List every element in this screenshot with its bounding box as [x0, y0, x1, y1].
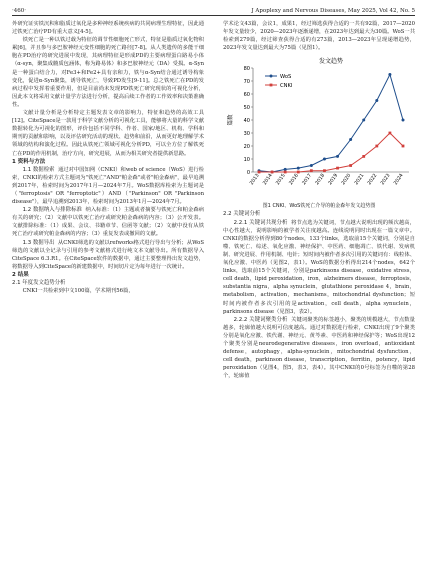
subsection-heading-1-3: 1.3 数据导出: [22, 239, 55, 246]
data-point-wos: [402, 119, 405, 122]
data-point-cnki: [284, 171, 287, 174]
intro-paragraph-3: 文献计量分析是分析特定主题发表文章的影响力，特征和趋势的高效工具[12]。CiteSpace是一款用于科学文献分析的可视化工具，能够将大量的科学文献数据转化为可视化的图形，评价包括不同学科、作者、国家/地区、机构、学科和期刊的贡献和影响，以及评估研究活动的现状、趋势和前沿，从而更好地理解学术领域的结构和演化过程。因此从铁死亡领域可视化分析PD，可以全方位了解铁死亡在PD的作用机制，治疗方向，研究进展，从而为相关研究者提供新思路。: [12, 110, 204, 157]
header-rule: [12, 15, 415, 16]
y-tick-label: 30: [243, 131, 250, 138]
x-tick-label: 2013: [249, 173, 261, 187]
data-point-wos: [388, 73, 391, 76]
subsection-heading-2-2: 2.2 关键词分析: [223, 211, 261, 218]
data-point-wos: [284, 168, 287, 171]
x-tick-label: 2015: [275, 173, 287, 187]
intro-paragraph-2: 铁死亡是一种以铁过载为特征的调节性细胞死亡形式，特征是脂质过氧化物积累[6]，并且参与多巴胺神经元变性细胞的死亡路径[7-8]。从人类遗传的多能干细胞在PD治疗的研究进展中发现，其病理特征是形成PD的主要病理蛋白路易小体（α-syn，聚集成髓质包涵体，称为路易体）和多巴胺神经元（DA）受损。α-Syn是一种蛋白结合力，对Fe3+和Fe2+具有亲和力，铁与α-Syn结合通过诱导构象变化，促进α-Syn聚集，诱导铁死亡，导致PD发生[9-11]。总之铁死亡在PD的发病过程中发挥着重要作用，但是目前尚未发现PD铁死亡研究现状的可视化分析，因此本文将采用文献计量学方法进行分析，提高后续工作者的工作效率和决策准确性。: [12, 37, 204, 108]
data-point-wos: [323, 158, 326, 161]
y-tick-label: 40: [243, 118, 250, 125]
y-tick-label: 50: [243, 105, 250, 112]
subsection-heading-2-2-1: 2.2.1 关键词共现分析: [233, 219, 288, 226]
right-column: [223, 20, 415, 380]
left-column: [12, 20, 204, 295]
data-point-wos: [297, 167, 300, 170]
data-point-wos: [310, 164, 313, 167]
x-tick-label: 2019: [328, 173, 340, 187]
y-tick-label: 60: [243, 92, 250, 99]
subsection-text-2-1: CNKI一共检索到中文100篇，学术期刊56篇，: [22, 288, 134, 295]
figure-caption: 图1 CNKI、WoS铁死亡介导的帕金森年发文趋势图: [262, 203, 376, 210]
subsection-text-1-3: 从CNKI筛选的文献以refworks格式进行导出与分析；从WoS筛选的文献以全记录与引用的参考文献格式进行纯文本文献导出。所有数据导入CiteSpace 6.3.R1。在CiteSpace软件的数据中，通过主要整理得出发文趋势，将数据导入到CiteSpace的新建数据中，时间切片定为每年进行一次统计。: [12, 239, 204, 270]
x-tick-label: 2022: [367, 173, 379, 187]
subsection-heading-1-1: 1.1 数据检索: [22, 166, 55, 173]
journal-citation: J Apoplexy and Nervous Diseases, May 2025, Vol 42, No. 5: [251, 8, 415, 14]
legend-label-wos: WoS: [280, 74, 292, 81]
data-point-cnki: [362, 155, 365, 158]
chart-title: 发文趋势: [318, 58, 344, 66]
x-tick-label: 2014: [262, 173, 274, 187]
legend-label-cnki: CNKI: [280, 83, 293, 90]
y-axis-label: 篇数: [228, 114, 234, 126]
data-point-wos: [336, 155, 339, 158]
results-paragraph-1: 学术论文43篇，会议1，成果1，经过筛选获得合适的一共有92篇，2017—2020年发文量较少，2020—2023年逐渐递增，在2023年达到最大为30篇。WoS一共检索到279篇，经过筛查获得合适的有273篇，2013—2023年呈现递增趋势，2023年发文量达到最大为75篇（见图1）。: [223, 21, 415, 52]
intro-paragraph-1: 外研究证实铁沉积和脂质过氧化是多种神经系统疾病的共同病理生理特征，因此通过铁死亡治疗PD有重大意义[4-5]。: [12, 21, 204, 36]
subsection-text-2-2-1: 将节点选为关键词，节点越大说明出现的频次越高，中心性越大，说明影响的被学者关注度越高。连线说明同时出现在一篇文章中。CNKI的数据分析得到80个nodes，133个links，选取前15个关键词，分别是自噬、铁死亡、综述、氧化应激、神经保护、中医药、细胞凋亡、铁代谢、发病机制、研究进展、作用机制、电针；短时间内被作者多次引用的关键词有：线粒体、氧化应激、中医药（见图2，表1）。WoS的数据分析得出214个nodes，642个links，选取前15个关键词，分别是parkinsons disease，oxidative stress，cell death，lipid peroxidation，iron，alzheimers disease，ferroptosis，substantia nigra，alpha synuclein，glutathione peroxidase 4，brain，metabolism，activation，mechanisms，mitochondrial dysfunction；短时间内被作者多次引用的是activation，cell death，alpha synuclein，parkinsons disease（见图3，表2）。: [223, 219, 415, 315]
series-line-cnki: [259, 133, 403, 172]
x-tick-label: 2017: [301, 173, 314, 187]
data-point-cnki: [349, 164, 352, 167]
data-point-wos: [375, 99, 378, 102]
series-line-wos: [259, 75, 403, 173]
x-tick-label: 2023: [380, 173, 392, 187]
x-tick-label: 2020: [341, 173, 353, 187]
legend-marker-wos: [270, 75, 273, 78]
y-tick-label: 20: [243, 144, 250, 151]
legend-marker-cnki: [270, 84, 273, 87]
x-tick-label: 2021: [354, 173, 366, 187]
y-tick-label: 70: [243, 79, 250, 86]
data-point-cnki: [310, 170, 313, 173]
running-header: [12, 3, 415, 14]
subsection-text-2-2-2: 关键词聚类的标签越小，聚类的规模越大，节点数量越多，轮廓值越大说明可信度越高。通过对数据进行检索，CNKI出现了9个聚类分别是氧化应激、铁代谢、神经元、黄芩素、中医药和神经保护等；WoS出现12个聚类分别是neurodegenerative diseases，iron overload，antioxidant defense，autophagy，alpha-synuclein，mitochondrial dysfunction，cell death，parkinson disease，transcription，ferritin，potency，lipid peroxidation（见图4，图5，表3，表4）。其中CNKI的0号标签为自噬的第28个，轮廓值: [223, 316, 415, 380]
subsection-heading-2-2-2: 2.2.2 关键词聚类分析: [233, 316, 288, 323]
trend-chart-figure: [223, 54, 415, 202]
subsection-text-1-1: 通过对中国知网（CNKI）和web of science（WoS）进行检索，CNKI的检索方式主题词为"铁死亡"AND"帕金森"或者"帕金森病"，最早追溯到2017年，检索时间为2017年1月—2024年7月。WoS数据库检索为主题词是（"ferroptosis" OR "ferroptotic"）AND（"Parkinson" OR "Parkinson disease"），最早追溯到2013年，检索时间为2013年1月—2024年7月。: [12, 166, 204, 206]
x-tick-label: 2024: [393, 173, 405, 187]
trend-chart: [223, 54, 415, 202]
y-tick-label: 0: [246, 170, 250, 177]
data-point-cnki: [297, 171, 300, 174]
data-point-cnki: [336, 167, 339, 170]
subsection-text-1-2: 纳入标准：（1）主题或者摘要与铁死亡和帕金森病有关的研究；（2）文献中以铁死亡治疗或研究帕金森病的内容；（3）公开发表。文献排除标准：（1）成果、会议、书籍章节、信函等文献；（2）文献中没有从铁死亡治疗或研究帕金森病的内容；（3）重复发表或撤回的文献。: [12, 207, 204, 238]
data-point-wos: [349, 138, 352, 141]
data-point-cnki: [271, 171, 274, 174]
data-point-cnki: [389, 132, 392, 135]
page-number: ·460·: [12, 8, 26, 14]
data-point-wos: [362, 119, 365, 122]
data-point-cnki: [375, 145, 378, 148]
data-point-cnki: [258, 171, 261, 174]
y-tick-label: 10: [243, 157, 250, 164]
data-point-cnki: [323, 170, 326, 173]
x-tick-label: 2016: [288, 173, 300, 187]
data-point-cnki: [402, 145, 405, 148]
section-heading-results: 2 结果: [12, 271, 29, 278]
subsection-heading-1-2: 1.2 数据纳入与排除标准: [22, 207, 82, 214]
subsection-heading-2-1: 2.1 年度发文趋势分析: [12, 280, 66, 286]
section-heading-methods: 1 资料与方法: [12, 158, 46, 165]
y-tick-label: 80: [243, 66, 250, 73]
x-tick-label: 2018: [314, 173, 327, 187]
